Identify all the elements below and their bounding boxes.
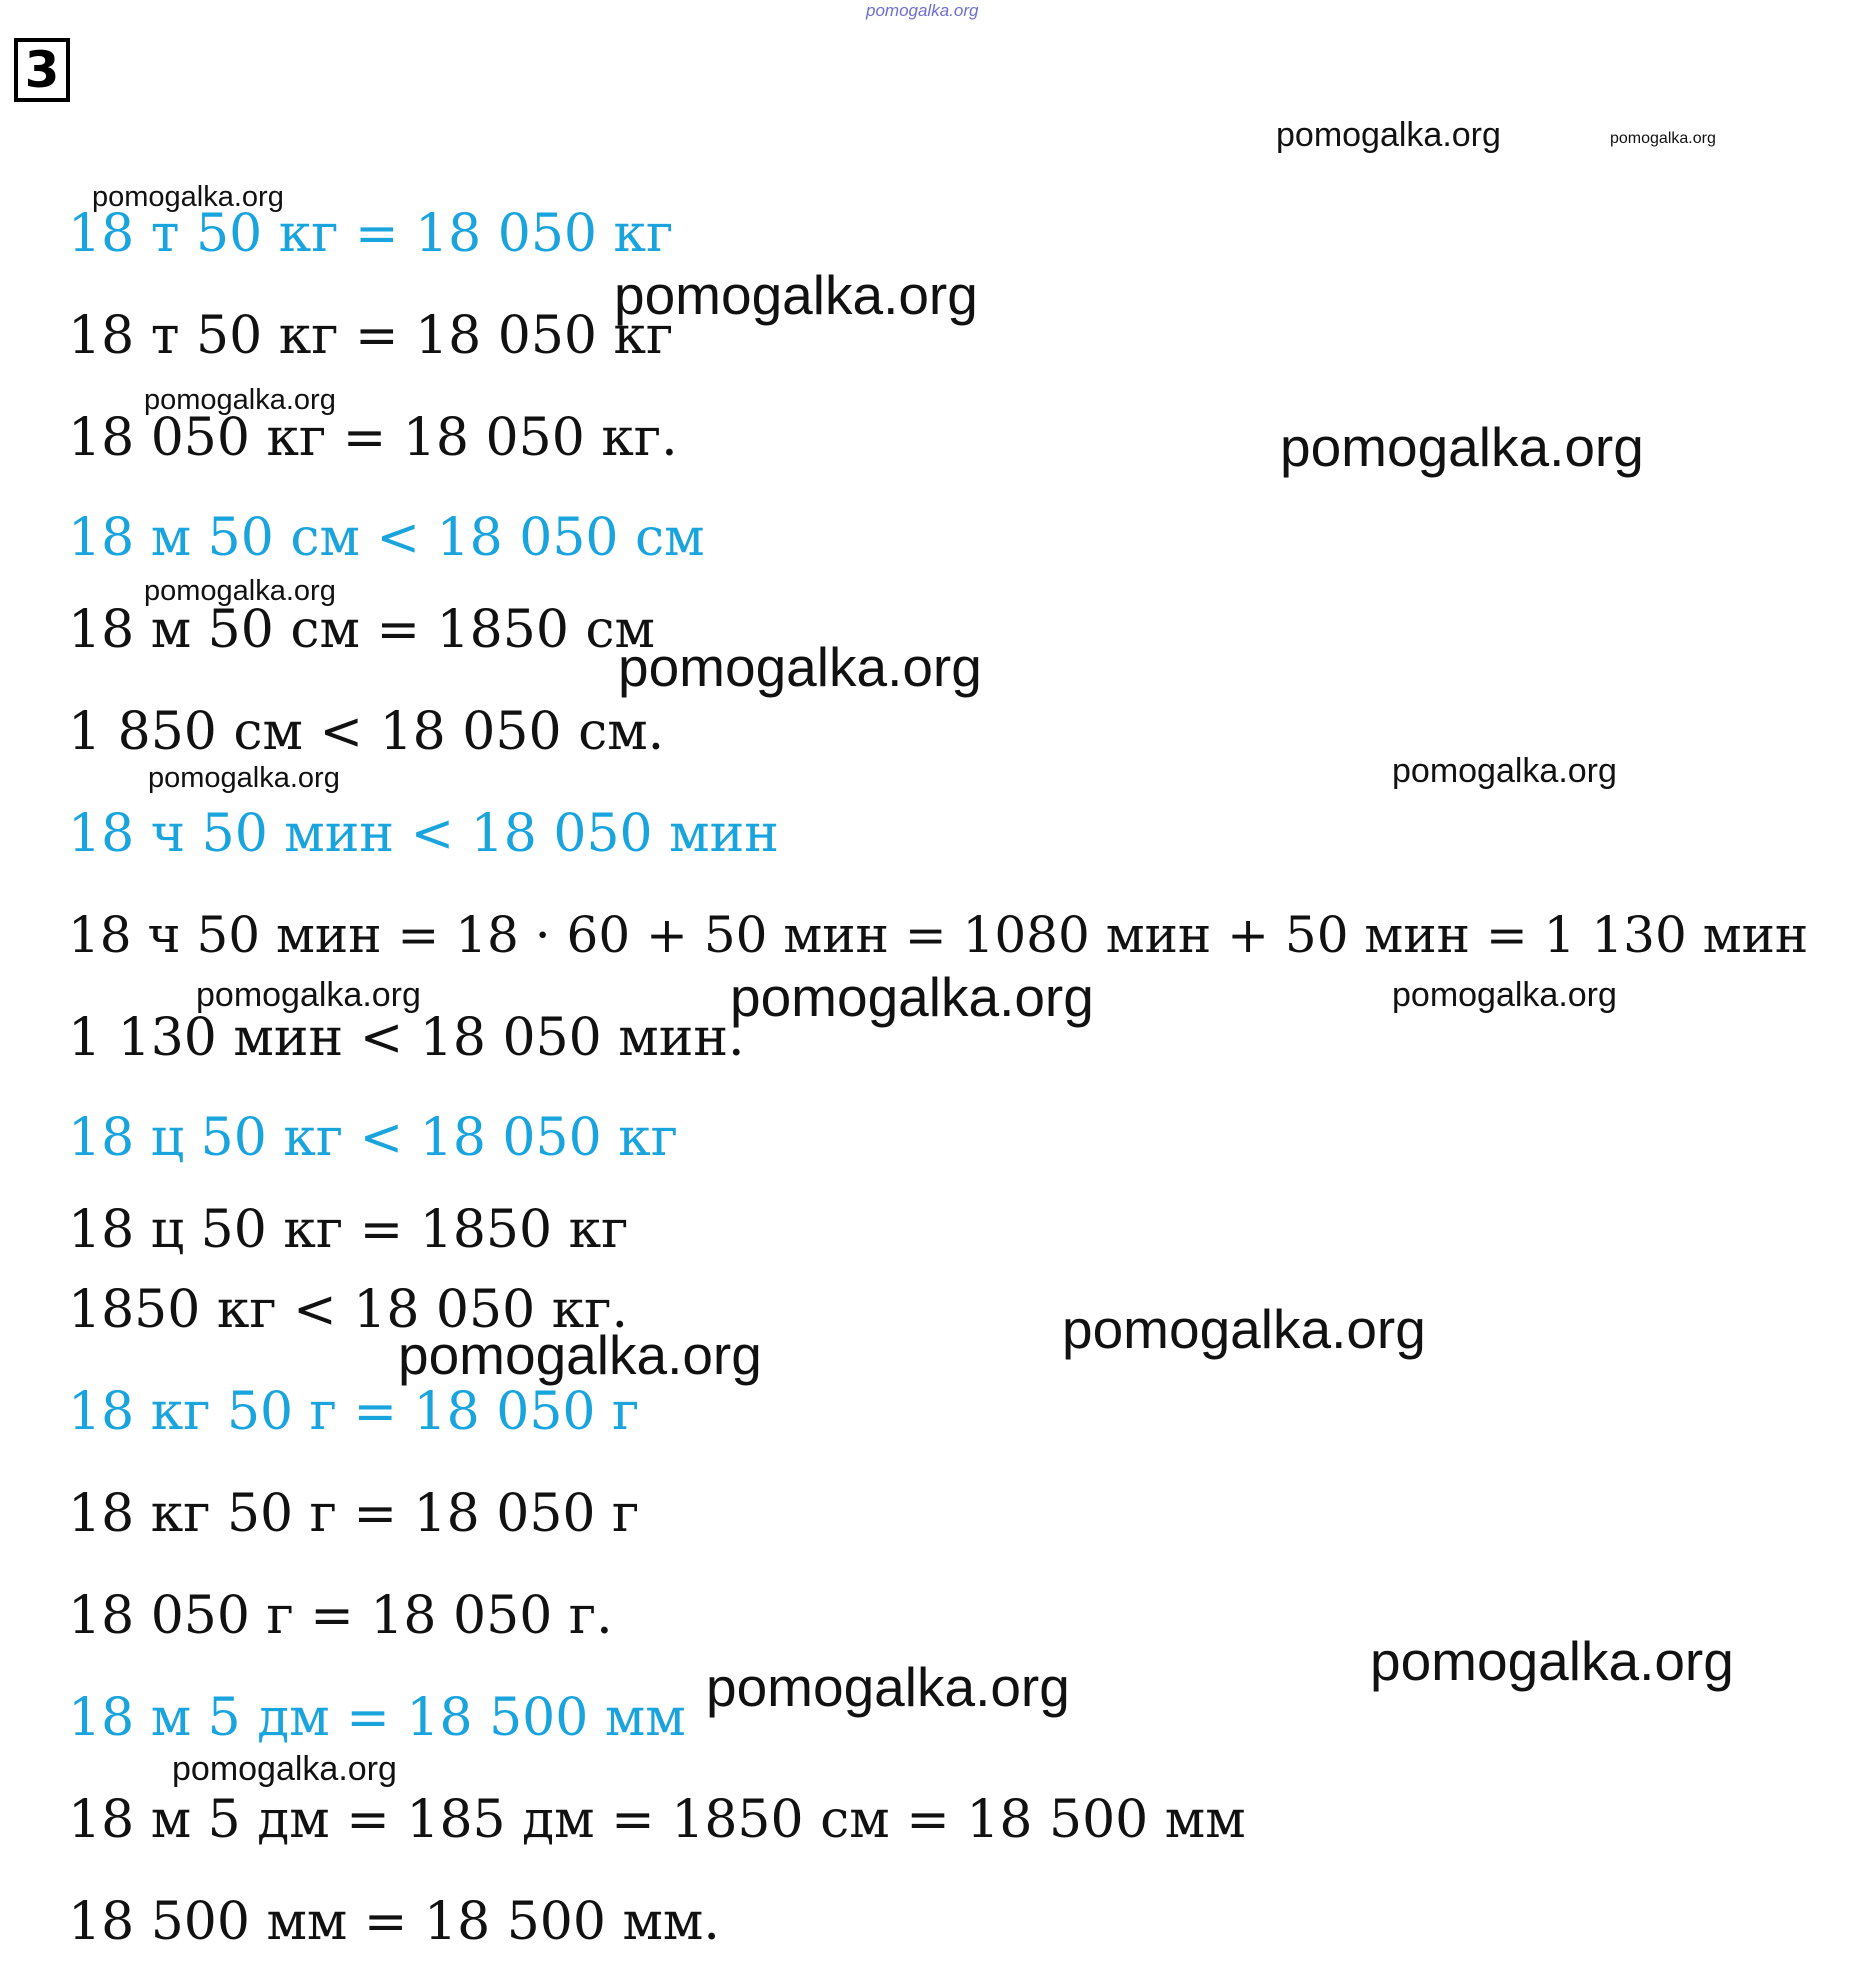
solution-line: 18 ч 50 мин = 18 · 60 + 50 мин = 1080 мин + 50 мин = 1 130 мин — [68, 906, 1809, 964]
solution-line: 18 ц 50 кг = 1850 кг — [68, 1200, 629, 1260]
solution-line-heading: 18 м 50 см < 18 050 см — [68, 508, 705, 568]
solution-line: 1 850 см < 18 050 см. — [68, 702, 665, 762]
watermark: pomogalka.org — [706, 1656, 1070, 1718]
watermark: pomogalka.org — [866, 1, 979, 20]
watermark: pomogalka.org — [1062, 1298, 1426, 1360]
watermark: pomogalka.org — [618, 636, 982, 698]
solution-line: 18 кг 50 г = 18 050 г — [68, 1484, 640, 1544]
watermark: pomogalka.org — [614, 264, 978, 326]
watermark: pomogalka.org — [398, 1324, 762, 1386]
solution-line-heading: 18 м 5 дм = 18 500 мм — [68, 1688, 686, 1748]
watermark: pomogalka.org — [92, 181, 284, 213]
task-number: 3 — [24, 41, 60, 99]
solution-line: 1850 кг < 18 050 кг. — [68, 1280, 628, 1340]
solution-line-heading: 18 т 50 кг = 18 050 кг — [68, 204, 674, 264]
task-number-box — [14, 38, 70, 102]
solution-line: 18 050 г = 18 050 г. — [68, 1586, 613, 1646]
solution-line: 18 т 50 кг = 18 050 кг — [68, 306, 674, 366]
solution-line-heading: 18 ч 50 мин < 18 050 мин — [68, 804, 779, 864]
solution-line-heading: 18 кг 50 г = 18 050 г — [68, 1382, 640, 1442]
solution-line: 1 130 мин < 18 050 мин. — [68, 1008, 745, 1068]
watermark: pomogalka.org — [1392, 752, 1617, 790]
solution-line: 18 500 мм = 18 500 мм. — [68, 1892, 720, 1952]
watermark: pomogalka.org — [172, 1750, 397, 1788]
watermark: pomogalka.org — [196, 976, 421, 1014]
watermark: pomogalka.org — [1392, 976, 1617, 1014]
watermark: pomogalka.org — [1370, 1630, 1734, 1692]
watermark: pomogalka.org — [148, 762, 340, 794]
solution-line-heading: 18 ц 50 кг < 18 050 кг — [68, 1108, 678, 1168]
watermark: pomogalka.org — [730, 966, 1094, 1028]
watermark: pomogalka.org — [144, 384, 336, 416]
watermark: pomogalka.org — [1610, 130, 1716, 147]
watermark: pomogalka.org — [1280, 416, 1644, 478]
solution-line: 18 м 50 см = 1850 см — [68, 600, 656, 660]
solution-line: 18 м 5 дм = 185 дм = 1850 см = 18 500 мм — [68, 1790, 1246, 1850]
solution-line: 18 050 кг = 18 050 кг. — [68, 408, 678, 468]
watermark: pomogalka.org — [144, 575, 336, 607]
watermark: pomogalka.org — [1276, 116, 1501, 154]
